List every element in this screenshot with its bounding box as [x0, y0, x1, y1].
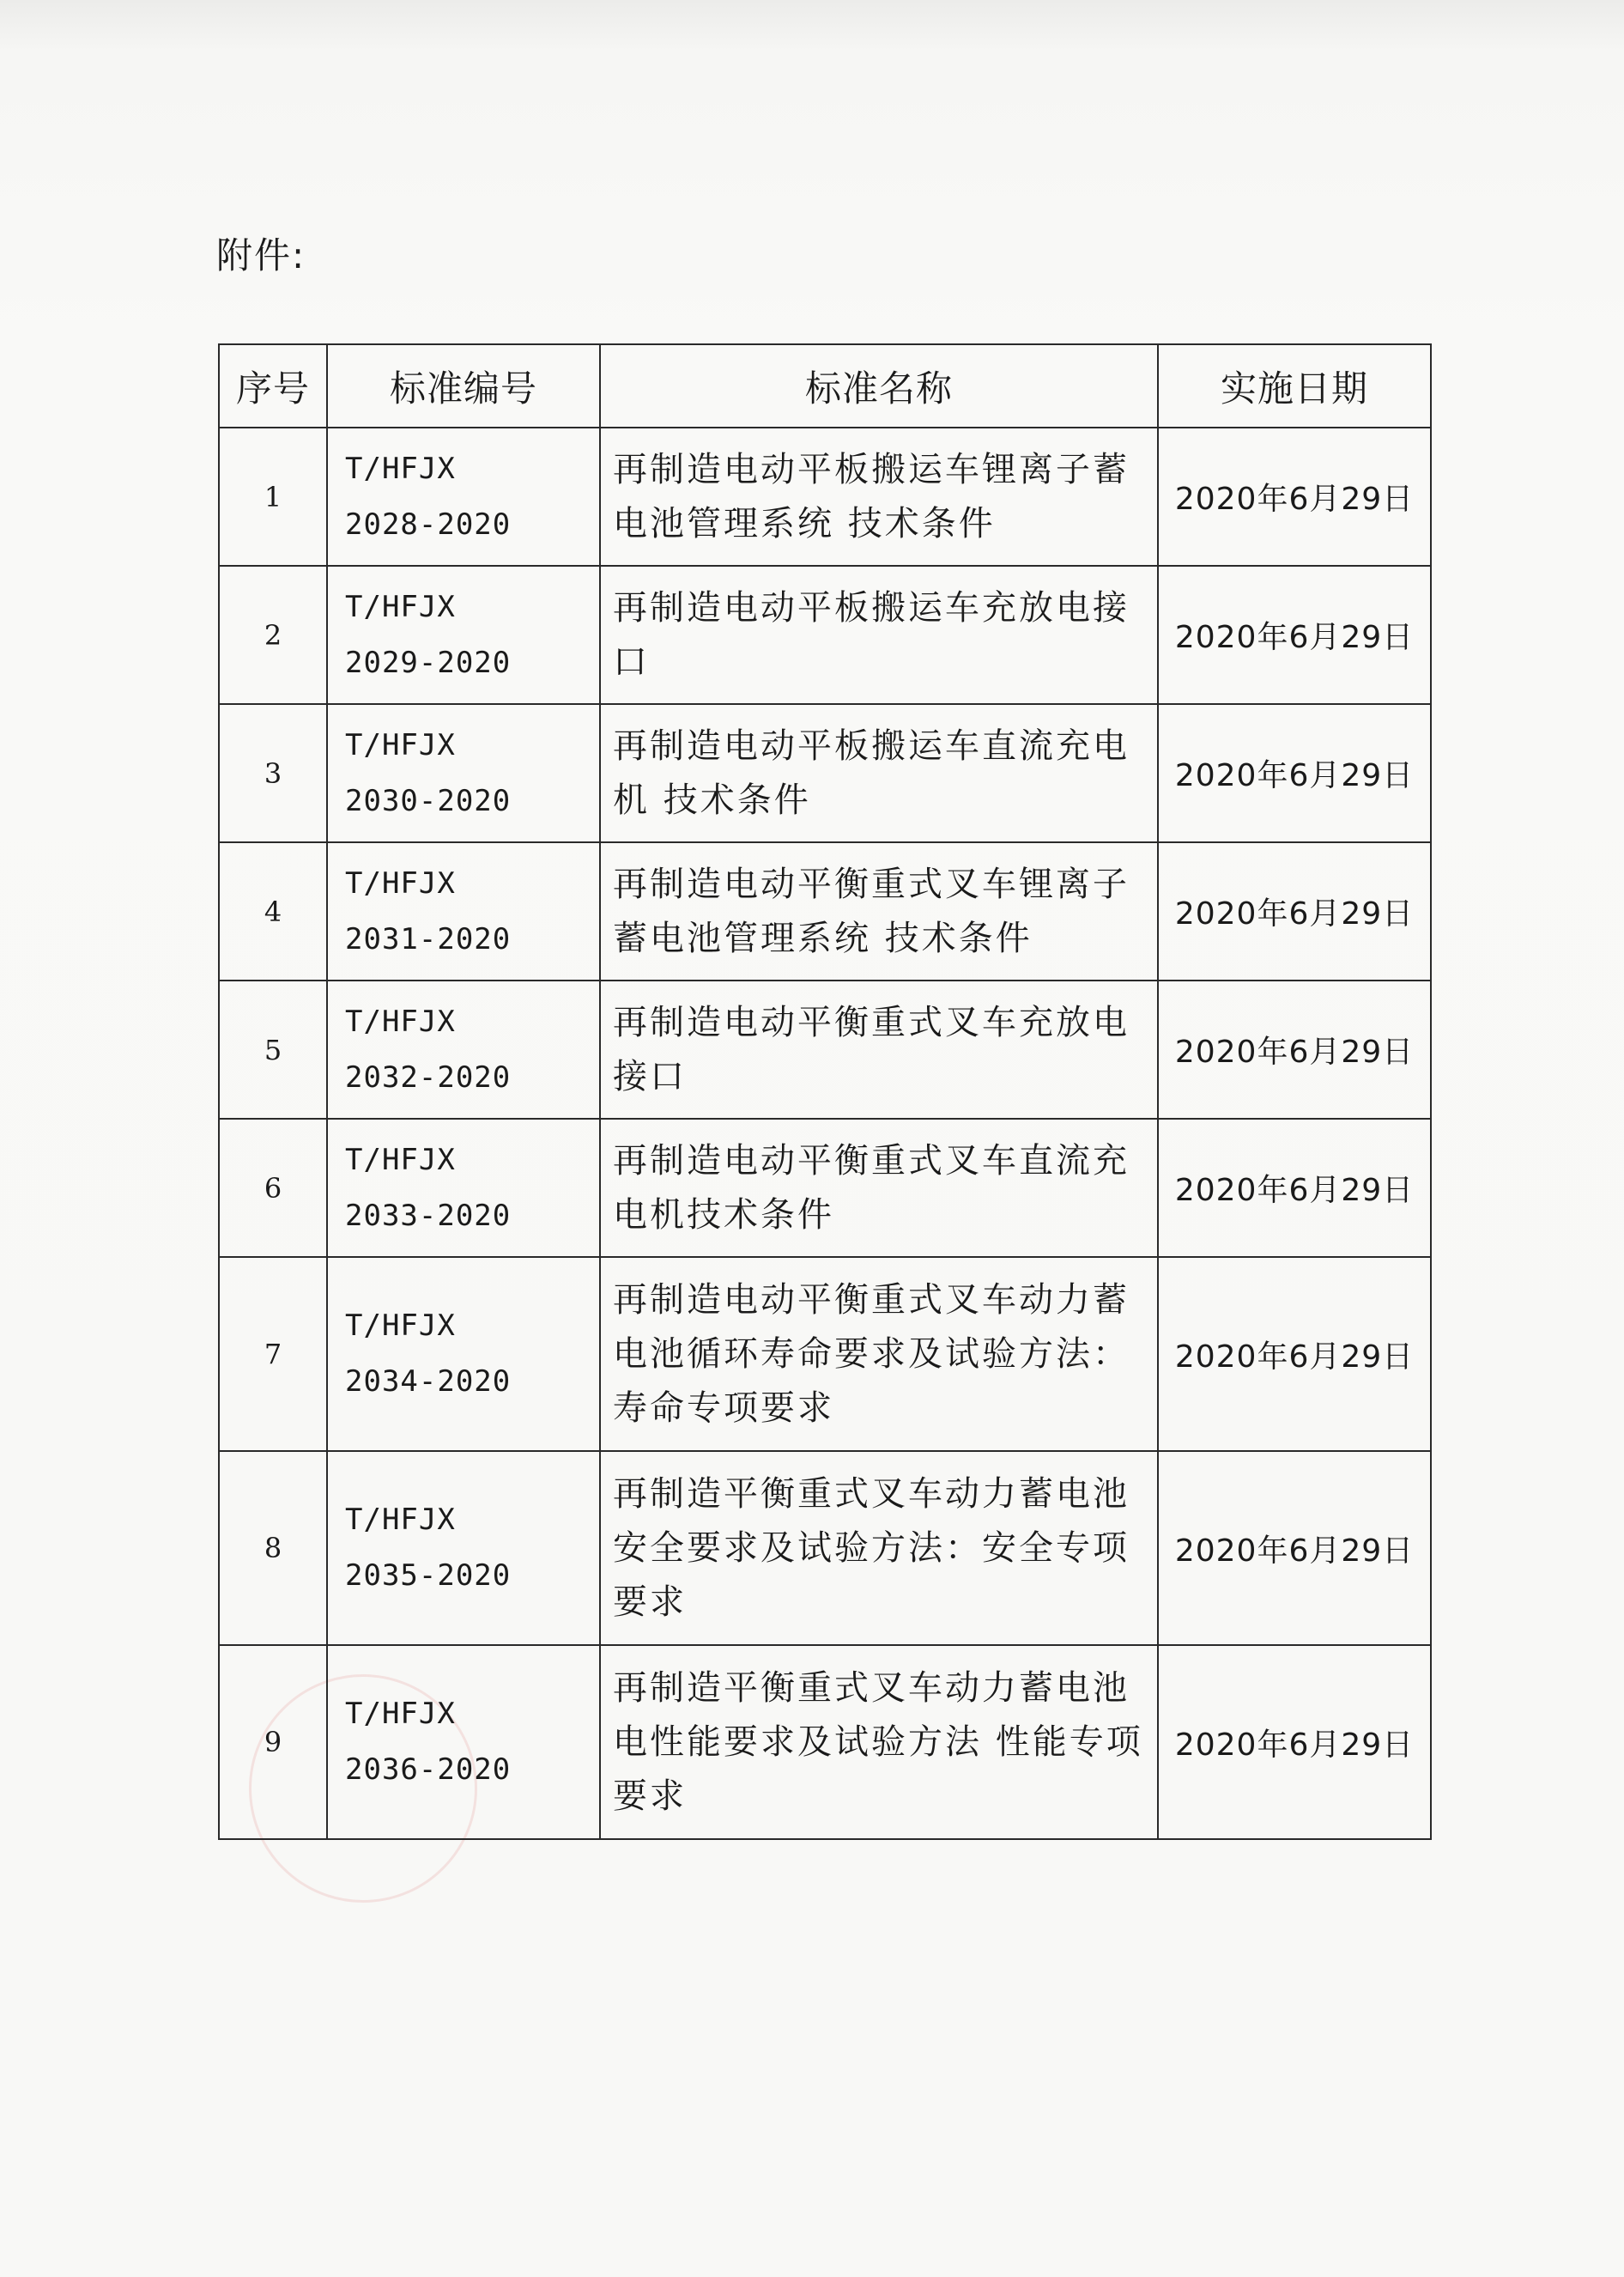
row-code [327, 1257, 600, 1451]
table-row [219, 704, 1431, 842]
row-seq: 4 [219, 842, 327, 981]
code-number: 2028-2020 [345, 507, 512, 542]
table-row [219, 428, 1431, 566]
code-number: 2035-2020 [345, 1558, 512, 1593]
code-number: 2030-2020 [345, 783, 512, 818]
header-code: 标准编号 [327, 344, 600, 428]
row-code [327, 1119, 600, 1257]
table-row [219, 981, 1431, 1119]
row-date: 2020年6月29日 [1158, 566, 1431, 704]
code-prefix: T/HFJX [345, 1503, 456, 1537]
row-seq: 2 [219, 566, 327, 704]
row-date: 2020年6月29日 [1158, 1451, 1431, 1645]
header-name: 标准名称 [600, 344, 1158, 428]
code-prefix: T/HFJX [345, 589, 456, 624]
code-prefix: T/HFJX [345, 1309, 456, 1343]
code-prefix: T/HFJX [345, 727, 456, 762]
row-seq: 8 [219, 1451, 327, 1645]
code-number: 2029-2020 [345, 645, 512, 680]
row-name: 再制造电动平衡重式叉车充放电接口 [600, 981, 1158, 1119]
row-date: 2020年6月29日 [1158, 1257, 1431, 1451]
row-name: 再制造电动平衡重式叉车动力蓄电池循环寿命要求及试验方法：寿命专项要求 [600, 1257, 1158, 1451]
row-seq: 7 [219, 1257, 327, 1451]
row-date: 2020年6月29日 [1158, 428, 1431, 566]
standards-table [218, 343, 1432, 1840]
row-name: 再制造电动平板搬运车锂离子蓄电池管理系统 技术条件 [600, 428, 1158, 566]
row-name: 再制造平衡重式叉车动力蓄电池电性能要求及试验方法 性能专项要求 [600, 1645, 1158, 1839]
row-seq: 5 [219, 981, 327, 1119]
code-number: 2032-2020 [345, 1060, 512, 1095]
code-prefix: T/HFJX [345, 865, 456, 901]
code-number: 2034-2020 [345, 1364, 512, 1399]
row-code [327, 981, 600, 1119]
row-name: 再制造电动平板搬运车充放电接口 [600, 566, 1158, 704]
attachment-label: 附件: [216, 234, 306, 276]
header-date: 实施日期 [1158, 344, 1431, 428]
row-code [327, 704, 600, 842]
code-number: 2033-2020 [345, 1198, 512, 1233]
table-row [219, 842, 1431, 981]
row-date: 2020年6月29日 [1158, 981, 1431, 1119]
code-prefix: T/HFJX [345, 1697, 456, 1731]
code-prefix: T/HFJX [345, 451, 456, 486]
row-seq: 9 [219, 1645, 327, 1839]
table-row [219, 1119, 1431, 1257]
row-name: 再制造电动平板搬运车直流充电机 技术条件 [600, 704, 1158, 842]
header-seq: 序号 [219, 344, 327, 428]
row-code [327, 566, 600, 704]
row-name: 再制造电动平衡重式叉车锂离子蓄电池管理系统 技术条件 [600, 842, 1158, 981]
row-name: 再制造平衡重式叉车动力蓄电池安全要求及试验方法：安全专项要求 [600, 1451, 1158, 1645]
row-seq: 1 [219, 428, 327, 566]
code-number: 2031-2020 [345, 921, 512, 956]
row-date: 2020年6月29日 [1158, 704, 1431, 842]
code-prefix: T/HFJX [345, 1004, 456, 1039]
row-seq: 3 [219, 704, 327, 842]
row-code [327, 842, 600, 981]
row-code [327, 428, 600, 566]
code-prefix: T/HFJX [345, 1142, 456, 1177]
row-code [327, 1451, 600, 1645]
table-row [219, 1451, 1431, 1645]
row-seq: 6 [219, 1119, 327, 1257]
table-header-row [219, 344, 1431, 428]
code-number: 2036-2020 [345, 1752, 512, 1787]
table-row [219, 566, 1431, 704]
row-date: 2020年6月29日 [1158, 1645, 1431, 1839]
table-row [219, 1645, 1431, 1839]
table-row [219, 1257, 1431, 1451]
row-date: 2020年6月29日 [1158, 842, 1431, 981]
row-date: 2020年6月29日 [1158, 1119, 1431, 1257]
row-code [327, 1645, 600, 1839]
row-name: 再制造电动平衡重式叉车直流充电机技术条件 [600, 1119, 1158, 1257]
